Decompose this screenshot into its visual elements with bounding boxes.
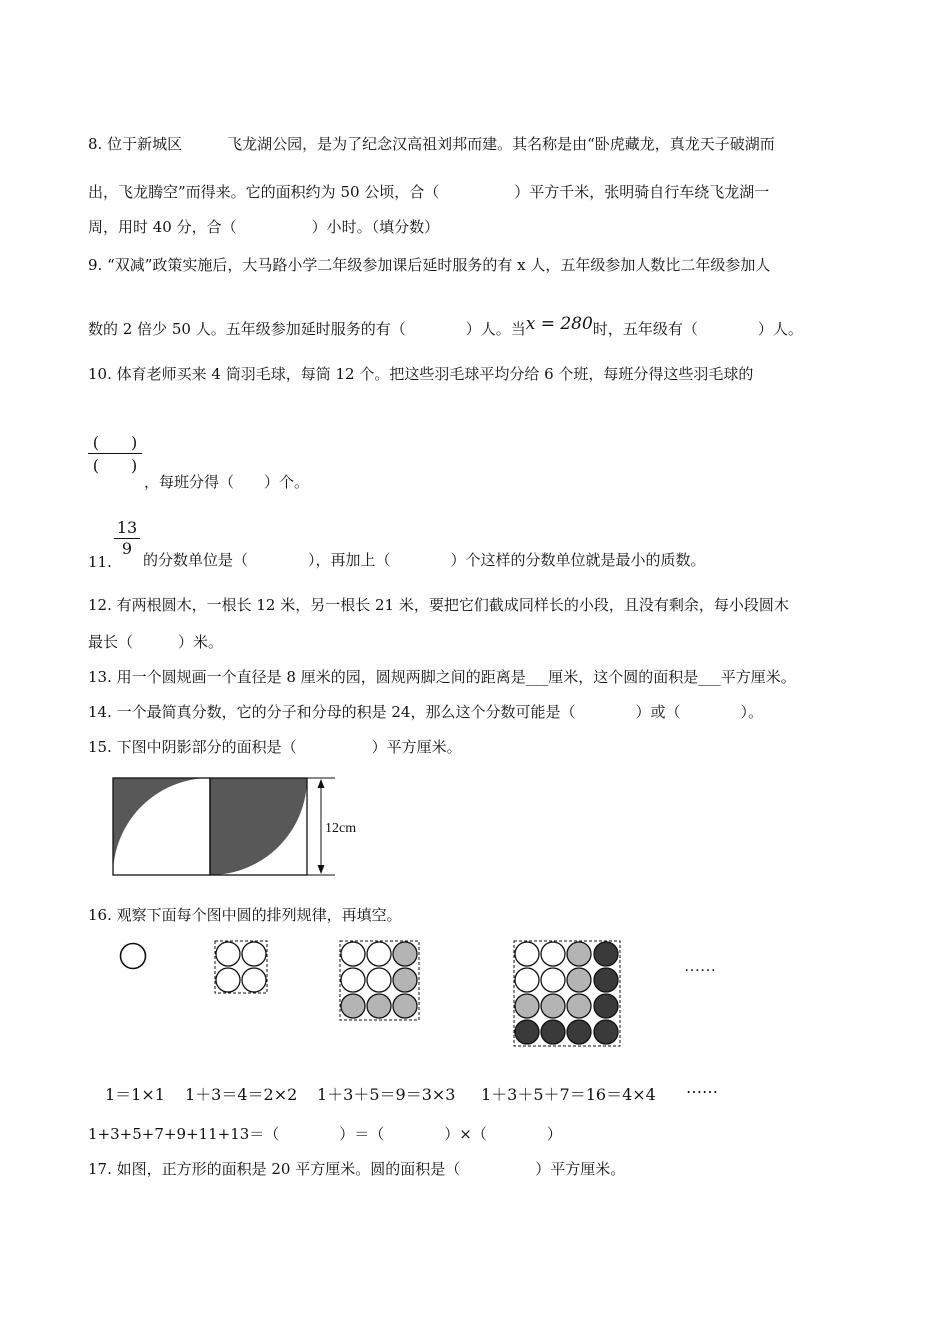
q9-line2-part-b: 时，五年级有（ ）人。 [592, 320, 803, 338]
q12-line1: 12. 有两根圆木，一根长 12 米，另一根长 21 米，要把它们截成同样长的小段，且没有剩余，每小段圆木 [88, 596, 789, 614]
pattern-circle [515, 968, 539, 992]
pattern-circle [393, 994, 417, 1018]
pattern-circle [541, 1020, 565, 1044]
q13-text: 13. 用一个圆规画一个直径是 8 厘米的园，圆规两脚之间的距离是___厘米，这个圆的面积是___平方厘米。 [88, 668, 796, 686]
q10-fraction [88, 433, 142, 478]
q12-line2: 最长（ ）米。 [88, 633, 224, 651]
q9-expression: x = 280 [525, 314, 593, 334]
pattern-circle [515, 1020, 539, 1044]
pattern-circle [242, 968, 266, 992]
shaded-quarter-right [210, 778, 307, 875]
pattern-circle [594, 968, 618, 992]
pattern-circle [367, 968, 391, 992]
pattern-circle [216, 942, 240, 966]
q17-text: 17. 如图，正方形的面积是 20 平方厘米。圆的面积是（ ）平方厘米。 [88, 1160, 626, 1178]
q11-numerator: 13 [116, 518, 138, 537]
pattern-circle [515, 994, 539, 1018]
pattern-circle [393, 942, 417, 966]
pattern-circle [121, 944, 146, 969]
q16-equation-3: 1＋3＋5＝9＝3×3 [317, 1085, 456, 1104]
q8-line1: 8. 位于新城区 飞龙湖公园，是为了纪念汉高祖刘邦而建。其名称是由“卧虎藏龙，真龙天子破湖而 [88, 135, 775, 153]
q16-equation-2: 1＋3＝4＝2×2 [185, 1085, 298, 1104]
pattern-circle [567, 994, 591, 1018]
q10-line1: 10. 体育老师买来 4 筒羽毛球，每筒 12 个。把这些羽毛球平均分给 6 个班，每班分得这些羽毛球的 [88, 365, 754, 383]
q9-line2 [88, 314, 803, 338]
q9-line1: 9. “双减”政策实施后，大马路小学二年级参加课后延时服务的有 x 人，五年级参加人数比二年级参加人 [88, 256, 771, 274]
q10-fraction-top: ( ) [92, 433, 138, 452]
pattern-circle [541, 942, 565, 966]
q11-fraction [114, 518, 140, 559]
pattern-circle [594, 1020, 618, 1044]
q11-denominator: 9 [121, 539, 133, 558]
pattern-circle [567, 1020, 591, 1044]
pattern-circle [393, 968, 417, 992]
q16-equation-ellipsis: …… [686, 1078, 718, 1097]
shaded-quarter-left [113, 778, 210, 875]
dimension-arrow-bottom [318, 865, 325, 874]
dimension-label: 12cm [325, 821, 357, 836]
q10-fraction-bottom: ( ) [92, 456, 138, 475]
q15-figure [108, 772, 368, 882]
q16-equation-4: 1＋3＋5＋7＝16＝4×4 [481, 1085, 656, 1104]
q16-equation-1: 1＝1×1 [105, 1085, 165, 1104]
q10-line2: ，每班分得（ ）个。 [144, 473, 310, 491]
pattern-circle [341, 968, 365, 992]
pattern-circle [367, 942, 391, 966]
q8-line3: 周，用时 40 分，合（ ）小时。（填分数） [88, 218, 440, 236]
pattern-circle [341, 994, 365, 1018]
q16-pattern-figures [110, 936, 750, 1056]
pattern-circle [541, 994, 565, 1018]
pattern-circle [594, 994, 618, 1018]
pattern-circle [567, 942, 591, 966]
pattern-circle [541, 968, 565, 992]
q15-text: 15. 下图中阴影部分的面积是（ ）平方厘米。 [88, 738, 462, 756]
q11-text: 的分数单位是（ ），再加上（ ）个这样的分数单位就是最小的质数。 [143, 551, 706, 569]
pattern-circle [594, 942, 618, 966]
q8-line2: 出，飞龙腾空”而得来。它的面积约为 50 公顷，合（ ）平方千米，张明骑自行车绕飞龙湖一 [88, 183, 770, 201]
dimension-arrow-top [318, 779, 325, 788]
pattern-circle [242, 942, 266, 966]
figures-ellipsis: …… [684, 958, 716, 975]
q16-blank-line: 1+3+5+7+9+11+13＝（ ）＝（ ）×（ ） [88, 1125, 562, 1143]
q14-text: 14. 一个最简真分数，它的分子和分母的积是 24，那么这个分数可能是（ ）或（ ）。 [88, 703, 763, 721]
pattern-circle [367, 994, 391, 1018]
pattern-circle [515, 942, 539, 966]
q11-number: 11. [88, 553, 112, 571]
pattern-circle [341, 942, 365, 966]
pattern-circle [567, 968, 591, 992]
pattern-circle [216, 968, 240, 992]
q16-text: 16. 观察下面每个图中圆的排列规律，再填空。 [88, 906, 402, 924]
q9-line2-part-a: 数的 2 倍少 50 人。五年级参加延时服务的有（ ）人。当 [88, 320, 526, 338]
